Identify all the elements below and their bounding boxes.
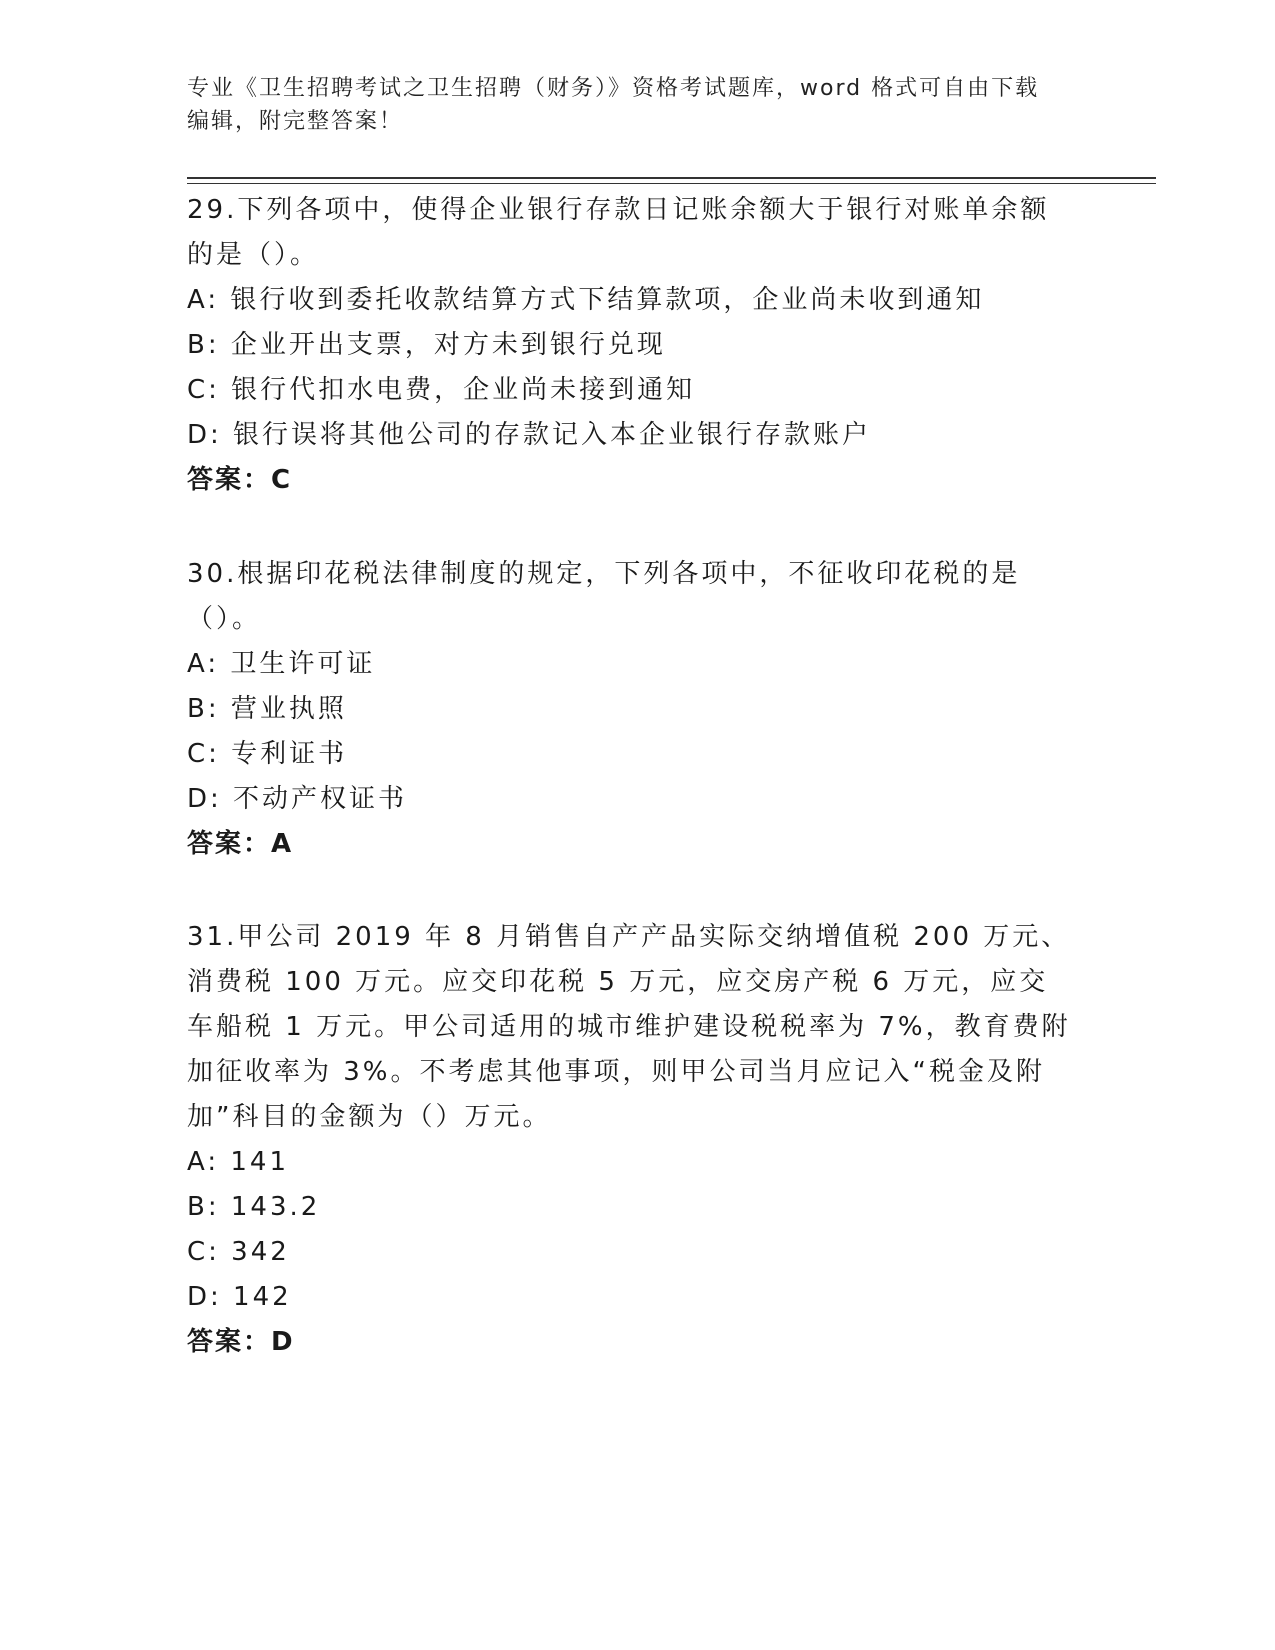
question-stem: 31.甲公司 2019 年 8 月销售自产产品实际交纳增值税 200 万元、消费税 100 万元。应交印花税 5 万元，应交房产税 6 万元，应交车船税 1 万元。甲公司适用的城市维护建设税税率为 7%，教育费附加征收率为 3%。不考虑其他事项，则甲公司当月应记入“税金及附加”科目的金额为（）万元。 (187, 922, 1071, 1132)
question-30 (187, 552, 1077, 867)
option-c: C: 银行代扣水电费，企业尚未接到通知 (187, 375, 696, 405)
header-divider-thick (187, 177, 1156, 179)
option-a: A: 141 (187, 1147, 289, 1177)
option-d: D: 不动产权证书 (187, 784, 408, 814)
answer: 答案：A (187, 829, 294, 859)
option-a: A: 银行收到委托收款结算方式下结算款项，企业尚未收到通知 (187, 285, 985, 315)
option-d: D: 银行误将其他公司的存款记入本企业银行存款账户 (187, 420, 872, 450)
option-a: A: 卫生许可证 (187, 649, 376, 679)
answer: 答案：D (187, 1327, 295, 1357)
question-29 (187, 188, 1077, 503)
answer: 答案：C (187, 465, 293, 495)
header-divider-thin (187, 183, 1156, 184)
option-d: D: 142 (187, 1282, 292, 1312)
option-c: C: 专利证书 (187, 739, 348, 769)
option-c: C: 342 (187, 1237, 290, 1267)
option-b: B: 企业开出支票，对方未到银行兑现 (187, 330, 666, 360)
header-line-2: 编辑，附完整答案！ (187, 109, 404, 134)
question-31 (187, 915, 1077, 1365)
document-header (187, 72, 1087, 138)
question-stem: 29.下列各项中，使得企业银行存款日记账余额大于银行对账单余额的是（）。 (187, 195, 1050, 270)
header-line-1: 专业《卫生招聘考试之卫生招聘（财务）》资格考试题库，word 格式可自由下载 (187, 76, 1040, 101)
option-b: B: 营业执照 (187, 694, 347, 724)
option-b: B: 143.2 (187, 1192, 321, 1222)
question-stem: 30.根据印花税法律制度的规定，下列各项中，不征收印花税的是（）。 (187, 559, 1021, 634)
